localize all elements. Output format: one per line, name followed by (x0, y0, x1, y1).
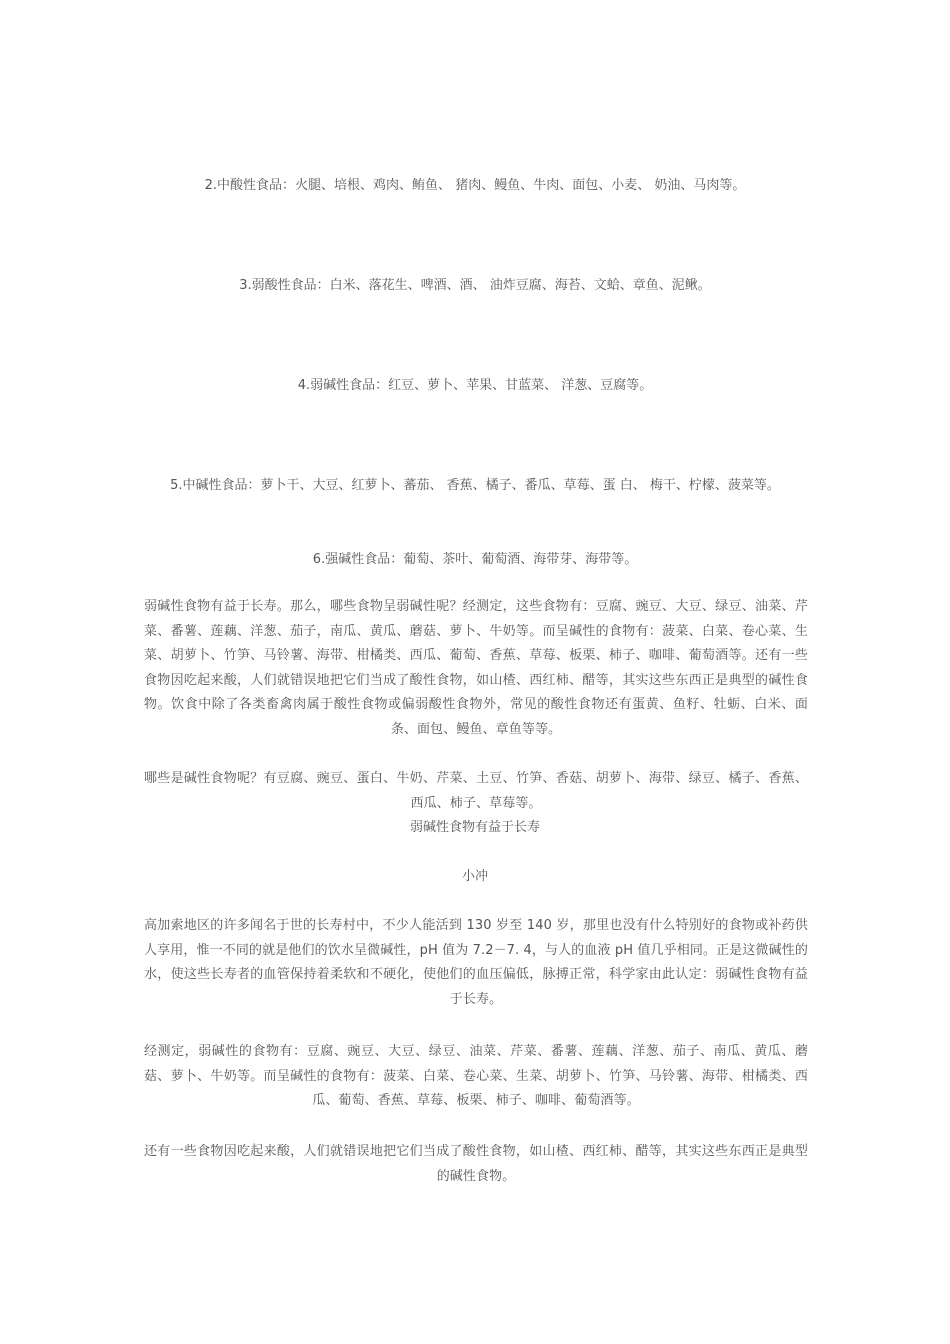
medium-acidic-foods-item: 2.中酸性食品：火腿、培根、鸡肉、鲔鱼、 猪肉、鳗鱼、牛肉、面包、小麦、 奶油、马肉等。 (204, 178, 746, 193)
weak-acidic-foods-item: 3.弱酸性食品：白米、落花生、啤酒、酒、 油炸豆腐、海苔、文蛤、章鱼、泥鳅。 (239, 278, 711, 293)
intro-paragraph: 弱碱性食物有益于长寿。那么，哪些食物呈弱碱性呢？经测定，这些食物有：豆腐、豌豆、大豆、绿豆、油菜、芹菜、番薯、莲藕、洋葱、茄子，南瓜、黄瓜、蘑菇、萝卜、牛奶等。而呈碱性的食物有：菠菜、白菜、卷心菜、生菜、胡萝卜、竹笋、马铃薯、海带、柑橘类、西瓜、葡萄、香蕉、草莓、板栗、柿子、咖啡、葡萄酒等。还有一些食物因吃起来酸，人们就错误地把它们当成了酸性食物，如山楂、西红柿、醋等，其实这些东西正是典型的碱性食物。饮食中除了各类畜禽肉属于酸性食物或偏弱酸性食物外，常见的酸性食物还有蛋黄、鱼籽、牡蛎、白米、面条、面包、鳗鱼、章鱼等等。 (144, 599, 808, 737)
sour-foods-paragraph: 还有一些食物因吃起来酸，人们就错误地把它们当成了酸性食物，如山楂、西红柿、醋等，其实这些东西正是典型的碱性食物。 (144, 1144, 808, 1184)
alkaline-foods-paragraph: 哪些是碱性食物呢？有豆腐、豌豆、蛋白、牛奶、芹菜、土豆、竹笋、香菇、胡萝卜、海带、绿豆、橘子、香蕉、西瓜、柿子、草莓等。 (144, 771, 808, 811)
caucasus-paragraph: 高加索地区的许多闻名于世的长寿村中，不少人能活到 130 岁至 140 岁，那里也没有什么特别好的食物或补药供人享用，惟一不同的就是他们的饮水呈微碱性，pH 值为 7.2－7. 4，与人的血液 pH 值几乎相同。正是这微碱性的水，使这些长寿者的血管保持着柔软和不硬化，使他们的血压偏低，脉搏正常，科学家由此认定：弱碱性食物有益于长寿。 (144, 918, 808, 1007)
medium-alkaline-foods-item: 5.中碱性食品：萝卜干、大豆、红萝卜、蕃茄、 香蕉、橘子、番瓜、草莓、蛋 白、 梅干、柠檬、菠菜等。 (170, 478, 780, 493)
article-author: 小冲 (461, 869, 488, 884)
strong-alkaline-foods-item: 6.强碱性食品：葡萄、茶叶、葡萄酒、海带芽、海带等。 (312, 552, 638, 567)
article-heading: 弱碱性食物有益于长寿 (409, 820, 540, 835)
measured-foods-paragraph: 经测定，弱碱性的食物有：豆腐、豌豆、大豆、绿豆、油菜、芹菜、番薯、莲藕、洋葱、茄子、南瓜、黄瓜、蘑菇、萝卜、牛奶等。而呈碱性的食物有：菠菜、白菜、卷心菜、生菜、胡萝卜、竹笋、马铃薯、海带、柑橘类、西瓜、葡萄、香蕉、草莓、板栗、柿子、咖啡、葡萄酒等。 (144, 1044, 808, 1108)
weak-alkaline-foods-item: 4.弱碱性食品：红豆、萝卜、苹果、甘蓝菜、 洋葱、豆腐等。 (297, 378, 653, 393)
